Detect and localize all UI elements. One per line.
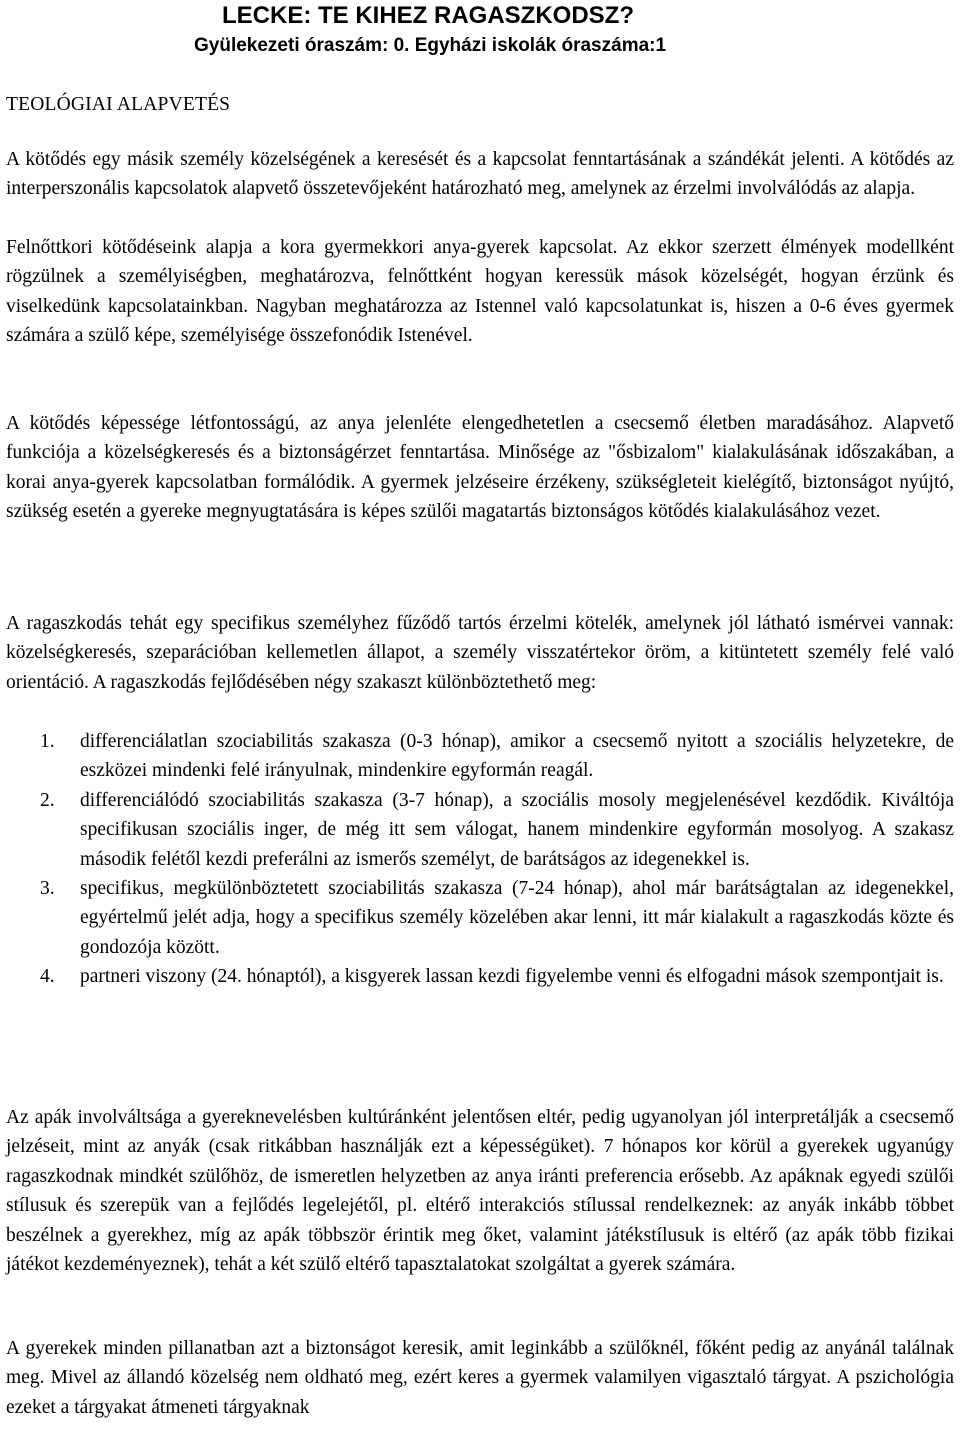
- paragraph-fathers: Az apák involváltsága a gyereknevelésben kultúránként jelentősen eltér, pedig ugyanolyan jól interpretálják a csecsemő jelzéseit, mint az anyák (csak ritkábban használják ezt a képességüket). 7 hónapos kor körül a gyerekek ugyanúgy ragaszkodnak mindkét szülőhöz, de ismeretlen helyzetben az anya iránti preferencia erősebb. Az apáknak egyedi szülői stílusuk és szerepük van a fejlődés legelejétől, pl. eltérő interakciós stílussal rendelkeznek: az anyák inkább többet beszélnek a gyerekhez, míg az apák többször érintik meg őket, valamint játékstílusuk is eltérő (az apák több fizikai játékot kezdeményeznek), tehát a két szülő eltérő tapasztalatokat szolgáltat a gyerek számára.: [6, 1107, 954, 1276]
- paragraph-bonding: A ragaszkodás tehát egy specifikus személyhez fűződő tartós érzelmi kötelék, amelynek jól látható ismérvei vannak: közelségkeresés, szeparációban kellemetlen állapot, a személy visszatértekor öröm, a kitüntetett személy felé való orientáció. A ragaszkodás fejlődésében négy szakaszt különböztethető meg:: [6, 613, 954, 693]
- paragraph-attachment-definition: A kötődés egy másik személy közelségének a keresését és a kapcsolat fenntartásának a szándékát jelenti. A kötődés az interperszonális kapcsolatok alapvető összetevőjeként határozható meg, amelynek az érzelmi involválódás az alapja.: [6, 149, 954, 200]
- list-item: [6, 874, 954, 962]
- list-item-text: partneri viszony (24. hónaptól), a kisgyerek lassan kezdi figyelembe venni és elfogadni mások szempontjait is.: [80, 966, 944, 988]
- list-item-number: 2.: [40, 789, 55, 811]
- section-heading: TEOLÓGIAI ALAPVETÉS: [6, 94, 231, 115]
- paragraph-attachment-ability: A kötődés képessége létfontosságú, az anya jelenléte elengedhetetlen a csecsemő életben maradásához. Alapvető funkciója a közelségkeresés és a biztonságérzet fenntartása. Minősége az "ősbizalom" kialakulásának időszakában, a korai anya-gyerek kapcsolatban formálódik. A gyermek jelzéseire érzékeny, szükségleteit kielégítő, biztonságot nyújtó, szükség esetén a gyereke megnyugtatására is képes szülői magatartás biztonságos kötődés kialakulásához vezet.: [6, 413, 954, 523]
- lesson-subtitle: Gyülekezeti óraszám: 0. Egyházi iskolák óraszáma:1: [194, 35, 667, 56]
- paragraph-transitional-objects: A gyerekek minden pillanatban azt a biztonságot keresik, amit leginkább a szülőknél, főként pedig az anyánál találnak meg. Mivel az állandó közelség nem oldható meg, ezért keres a gyermek valamilyen vigasztaló tárgyat. A pszichológia ezeket a tárgyakat átmeneti tárgyaknak: [6, 1338, 954, 1418]
- lesson-title: LECKE: TE KIHEZ RAGASZKODSZ?: [222, 2, 634, 29]
- paragraph-adult-attachment: Felnőttkori kötődéseink alapja a kora gyermekkori anya-gyerek kapcsolat. Az ekkor szerzett élmények modellként rögzülnek a személyiségben, meghatározva, felnőttként hogyan keressük mások közelségét, hogyan érzünk és viselkedünk kapcsolatainkban. Nagyban meghatározza az Istennel való kapcsolatunkat is, hiszen a 0-6 éves gyermek számára a szülő képe, személyisége összefonódik Istenével.: [6, 237, 954, 347]
- list-item-text: differenciálódó szociabilitás szakasza (3-7 hónap), a szociális mosoly megjelenésével kezdődik. Kiváltója specifikusan szociális inger, de még itt sem válogat, hanem mindenkire egyformán mosolyog. A szakasz második felétől kezdi preferálni az ismerős személyt, de barátságos az idegenekkel is.: [80, 789, 954, 870]
- list-item-text: differenciálatlan szociabilitás szakasza (0-3 hónap), amikor a csecsemő nyitott a szociális helyzetekre, de eszközei mindenki felé irányulnak, mindenkire egyformán reagál.: [80, 731, 954, 782]
- list-item-text: specifikus, megkülönböztetett szociabilitás szakasza (7-24 hónap), ahol már barátságtalan az idegenekkel, egyértelmű jelét adja, hogy a specifikus személy közelében akar lenni, itt már kialakult a ragaszkodás közte és gondozója között.: [80, 878, 954, 958]
- list-item-number: 4.: [40, 966, 55, 988]
- list-item-number: 3.: [40, 878, 55, 900]
- list-item: [6, 962, 954, 991]
- stages-list: [6, 727, 954, 992]
- list-item: [6, 727, 954, 786]
- list-item: [6, 786, 954, 874]
- list-item-number: 1.: [40, 731, 55, 752]
